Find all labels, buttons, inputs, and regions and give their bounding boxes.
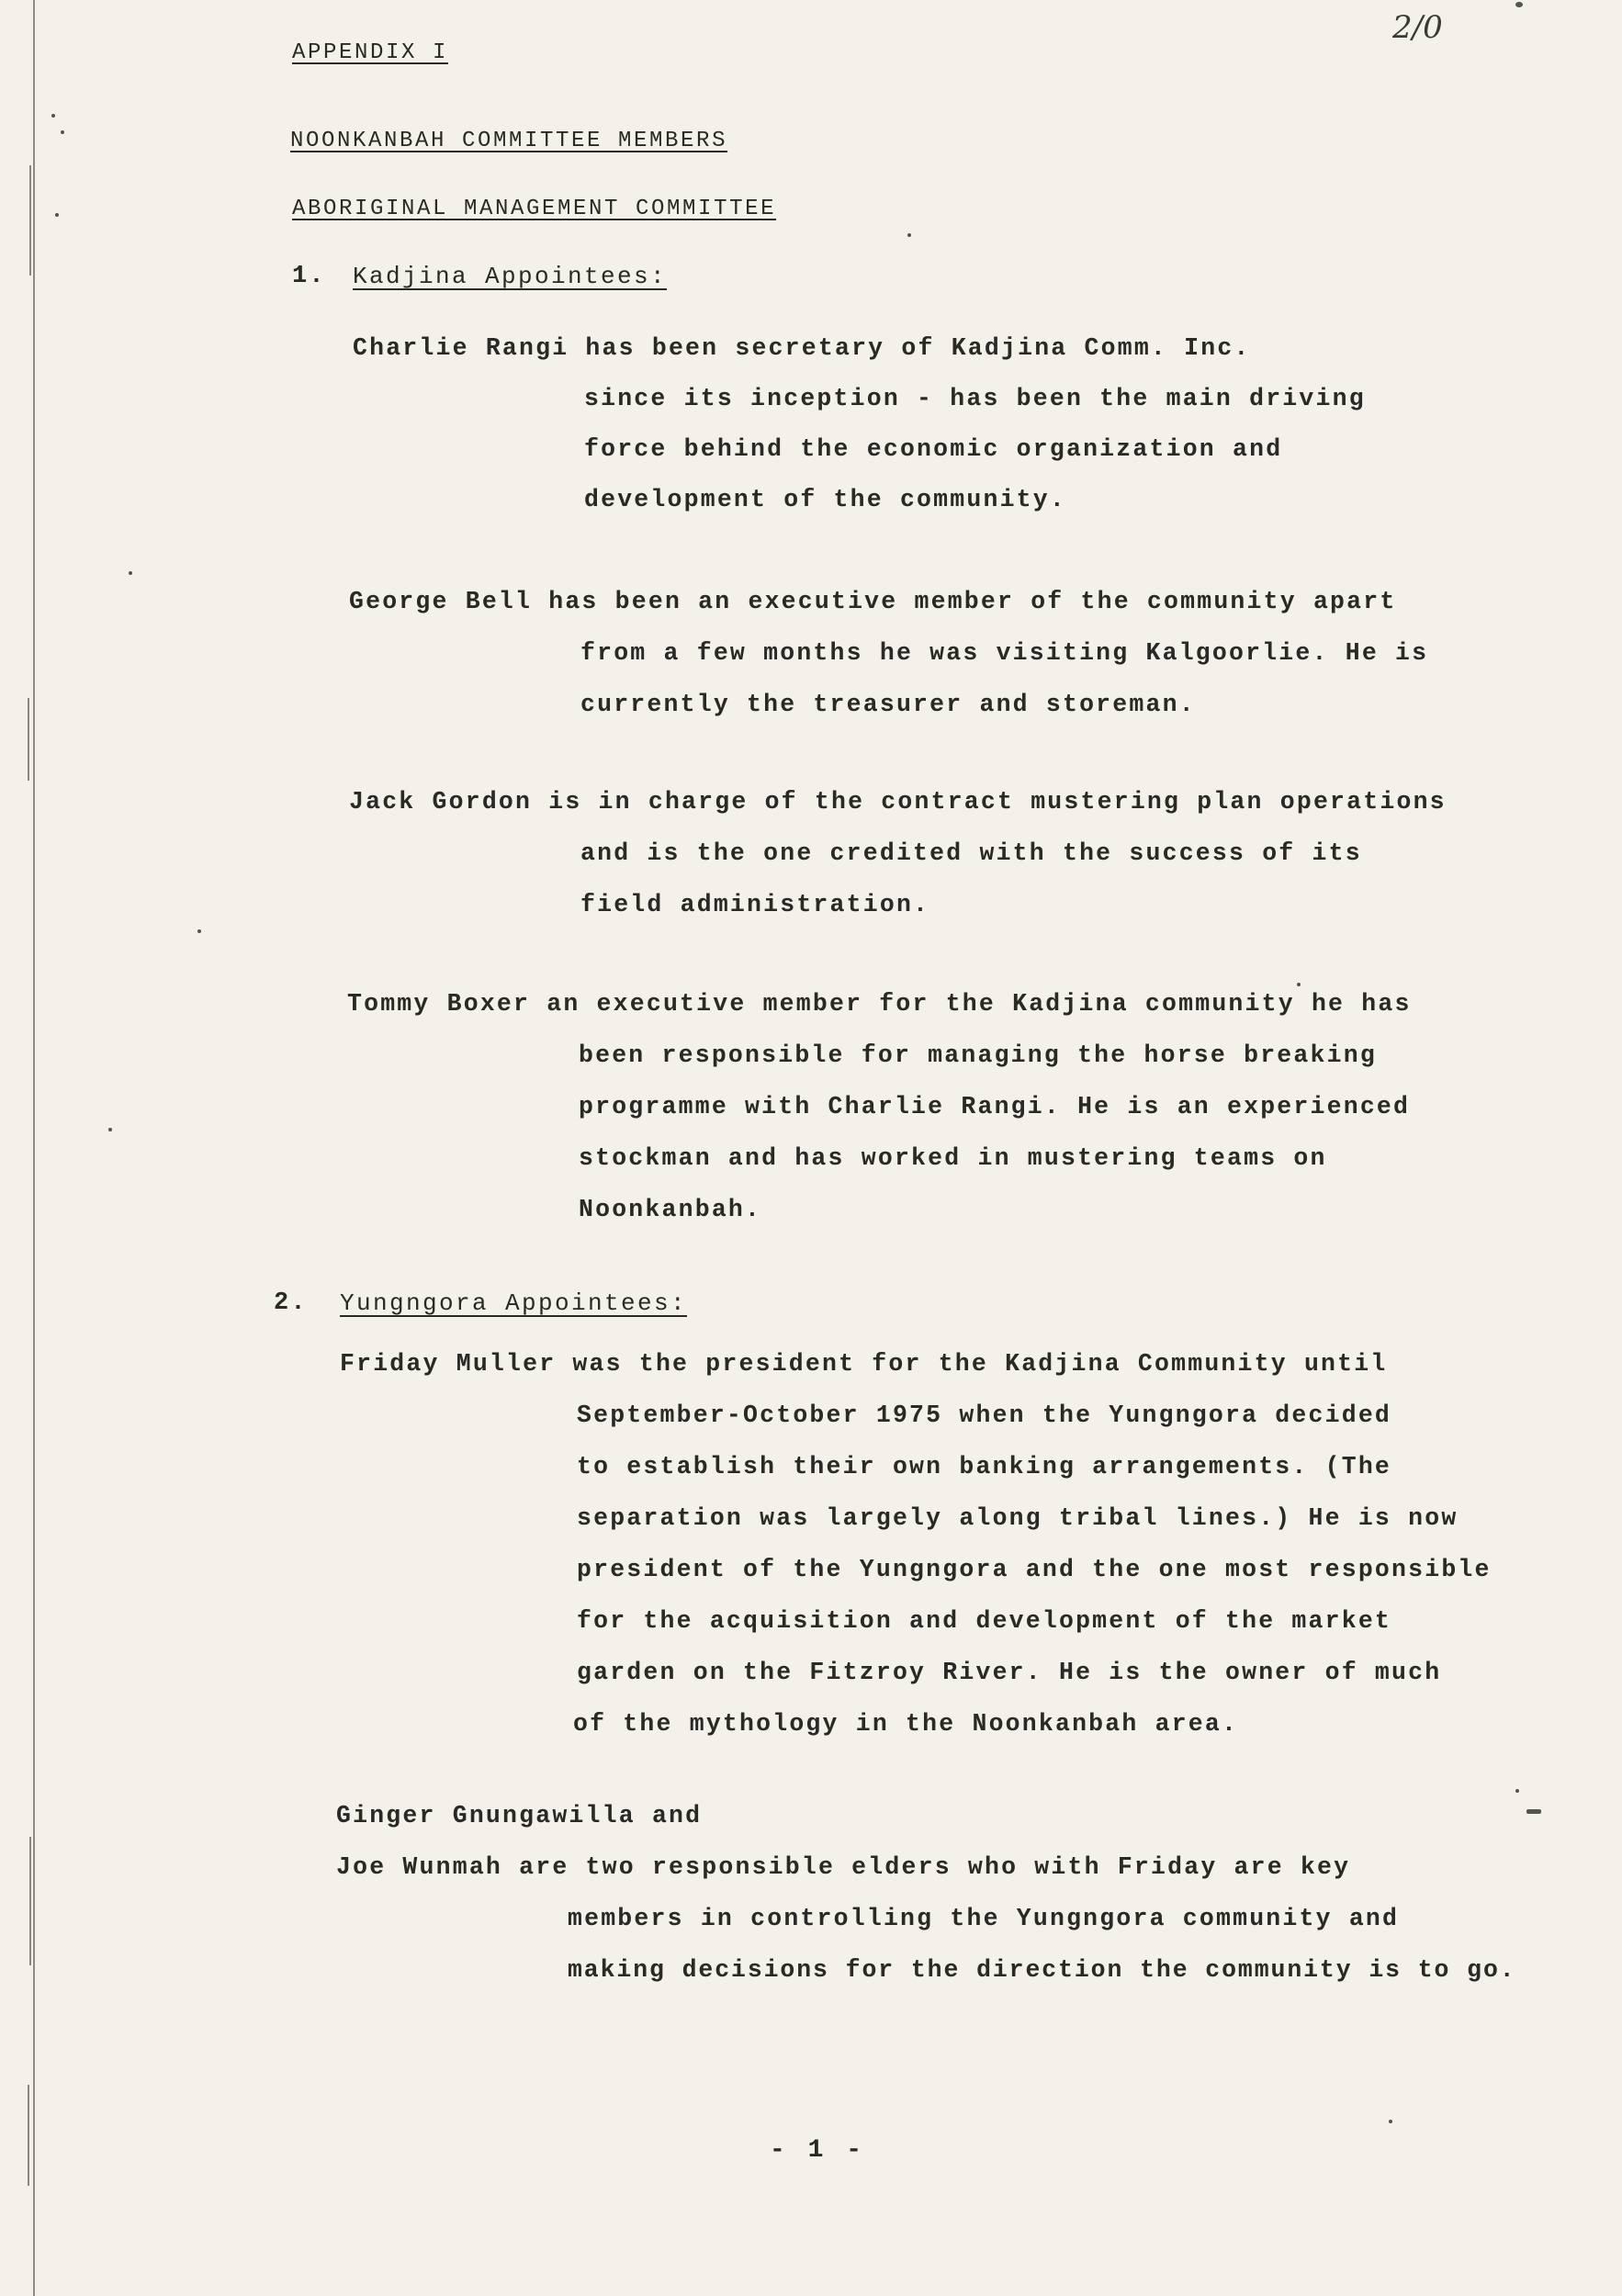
entry-line: since its inception - has been the main driving xyxy=(584,385,1366,412)
binding-mark xyxy=(29,165,31,276)
scan-speck xyxy=(1526,1809,1541,1814)
entry-line: Jack Gordon is in charge of the contract mustering plan operations xyxy=(349,788,1447,816)
entry-line: currently the treasurer and storeman. xyxy=(580,691,1196,718)
scan-speck xyxy=(907,233,911,237)
scan-speck xyxy=(55,213,59,217)
entry-line: George Bell has been an executive member of the community apart xyxy=(349,588,1397,615)
binding-mark xyxy=(28,2085,29,2186)
document-title: NOONKANBAH COMMITTEE MEMBERS xyxy=(290,129,728,153)
scan-speck xyxy=(108,1128,112,1131)
binding-mark xyxy=(29,1837,31,1965)
handwritten-page-annotation: 2/0 xyxy=(1392,9,1443,46)
appendix-label: APPENDIX I xyxy=(292,40,449,65)
section-number: 2. xyxy=(274,1289,308,1317)
scan-speck xyxy=(1389,2120,1392,2123)
scan-speck xyxy=(1515,1789,1519,1793)
scan-speck xyxy=(1297,983,1301,986)
entry-line: Friday Muller was the president for the Kadjina Community until xyxy=(340,1350,1388,1378)
entry-line: to establish their own banking arrangements. (The xyxy=(577,1453,1392,1480)
entry-line: development of the community. xyxy=(584,486,1066,513)
entry-line: president of the Yungngora and the one most responsible xyxy=(577,1556,1492,1583)
entry-line: and is the one credited with the success of its xyxy=(580,839,1362,867)
entry-line: force behind the economic organization and xyxy=(584,435,1283,463)
entry-line: Charlie Rangi has been secretary of Kadjina Comm. Inc. xyxy=(353,334,1251,362)
entry-line: for the acquisition and development of the market xyxy=(577,1607,1392,1635)
scan-speck xyxy=(129,571,132,575)
entry-line: stockman and has worked in mustering teams on xyxy=(579,1144,1327,1172)
committee-subtitle: ABORIGINAL MANAGEMENT COMMITTEE xyxy=(292,197,777,221)
entry-line: programme with Charlie Rangi. He is an experienced xyxy=(579,1093,1411,1120)
scan-speck xyxy=(61,130,64,134)
entry-line: September-October 1975 when the Yungngora decided xyxy=(577,1401,1392,1429)
entry-line: garden on the Fitzroy River. He is the owner of much xyxy=(577,1659,1442,1686)
page-number: - 1 - xyxy=(770,2136,866,2165)
entry-line: Noonkanbah. xyxy=(579,1196,762,1223)
entry-line: making decisions for the direction the community is to go. xyxy=(568,1956,1516,1984)
entry-line: Tommy Boxer an executive member for the Kadjina community he has xyxy=(347,990,1412,1018)
binding-mark xyxy=(28,698,29,781)
section-heading: Yungngora Appointees: xyxy=(340,1289,688,1317)
entry-line: separation was largely along tribal lines.) He is now xyxy=(577,1504,1459,1532)
entry-line: Ginger Gnungawilla and xyxy=(336,1802,703,1829)
binding-edge xyxy=(33,0,35,2296)
section-number: 1. xyxy=(292,263,326,290)
section-heading: Kadjina Appointees: xyxy=(353,263,668,290)
entry-line: of the mythology in the Noonkanbah area. xyxy=(573,1710,1239,1738)
entry-line: from a few months he was visiting Kalgoorlie. He is xyxy=(580,639,1429,667)
entry-line: field administration. xyxy=(580,891,930,918)
entry-line: been responsible for managing the horse breaking xyxy=(579,1041,1377,1069)
scan-speck xyxy=(1515,2,1523,7)
entry-line: Joe Wunmah are two responsible elders who with Friday are key xyxy=(336,1853,1351,1881)
scan-speck xyxy=(197,929,201,933)
entry-line: members in controlling the Yungngora community and xyxy=(568,1905,1400,1932)
scan-speck xyxy=(51,114,55,118)
